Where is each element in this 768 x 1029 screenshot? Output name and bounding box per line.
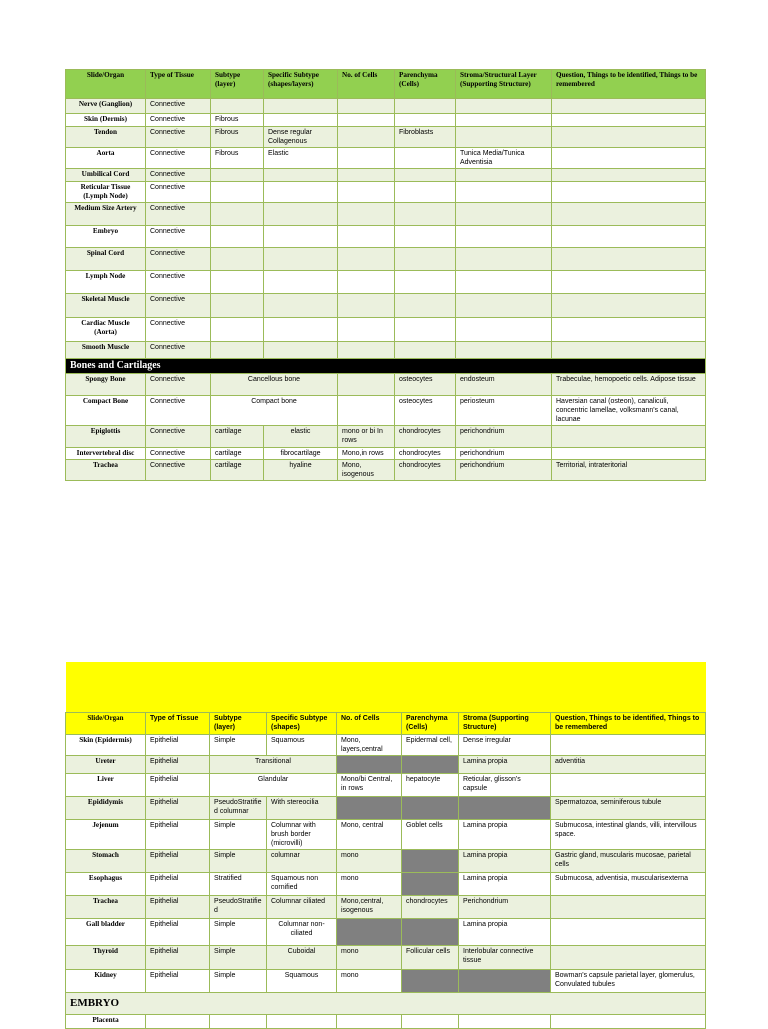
organ-name: Epididymis xyxy=(66,796,146,819)
no-of-cells xyxy=(338,342,395,359)
header-subtype: Subtype (layer) xyxy=(210,712,267,734)
tissue-type: Connective xyxy=(146,182,211,203)
organ-name: Reticular Tissue (Lymph Node) xyxy=(66,182,146,203)
no-of-cells xyxy=(338,182,395,203)
subtype xyxy=(210,1014,267,1028)
subtype xyxy=(211,182,264,203)
organ-name: Thyroid xyxy=(66,945,146,969)
header-parenchyma: Parenchyma (Cells) xyxy=(402,712,459,734)
no-of-cells xyxy=(338,318,395,342)
specific-subtype: Columnar ciliated xyxy=(267,895,337,918)
tissue-type: Epithelial xyxy=(146,895,210,918)
no-of-cells xyxy=(337,1014,402,1028)
stroma: perichondrium xyxy=(456,448,552,460)
specific-subtype: With stereocilia xyxy=(267,796,337,819)
organ-name: Spinal Cord xyxy=(66,248,146,271)
stroma: perichondrium xyxy=(456,460,552,481)
table-row xyxy=(66,819,706,849)
no-of-cells: Mono, isogenous xyxy=(338,460,395,481)
notes: Trabeculae, hemopoetic cells. Adipose tissue xyxy=(552,374,706,396)
specific-subtype: Columnar non-ciliated xyxy=(267,918,337,945)
header-type-of-tissue: Type of Tissue xyxy=(146,712,210,734)
tissue-type: Epithelial xyxy=(146,734,210,755)
parenchyma xyxy=(402,872,459,895)
table-row xyxy=(66,114,706,127)
organ-name: Compact Bone xyxy=(66,396,146,426)
parenchyma xyxy=(402,918,459,945)
stroma xyxy=(456,342,552,359)
specific-subtype: fibrocartilage xyxy=(264,448,338,460)
header-specific-subtype: Specific Subtype (shapes/layers) xyxy=(264,70,338,99)
parenchyma xyxy=(395,114,456,127)
parenchyma xyxy=(395,99,456,114)
stroma: Interlobular connective tissue xyxy=(459,945,551,969)
organ-name: Intervertebral disc xyxy=(66,448,146,460)
stroma xyxy=(456,127,552,148)
tissue-type: Connective xyxy=(146,169,211,182)
table-row xyxy=(66,182,706,203)
tissue-type: Epithelial xyxy=(146,872,210,895)
no-of-cells xyxy=(337,755,402,773)
tissue-type: Connective xyxy=(146,318,211,342)
stroma xyxy=(456,99,552,114)
no-of-cells: mono xyxy=(337,872,402,895)
specific-subtype xyxy=(264,114,338,127)
parenchyma: osteocytes xyxy=(395,374,456,396)
tissue-type: Connective xyxy=(146,294,211,318)
stroma: Lamina propia xyxy=(459,918,551,945)
notes xyxy=(552,114,706,127)
specific-subtype xyxy=(267,1014,337,1028)
no-of-cells xyxy=(338,271,395,294)
no-of-cells: Mono,in rows xyxy=(338,448,395,460)
no-of-cells xyxy=(338,203,395,226)
table-row xyxy=(66,203,706,226)
notes: adventitia xyxy=(551,755,706,773)
notes xyxy=(552,294,706,318)
notes xyxy=(552,271,706,294)
specific-subtype: Dense regular Collagenous xyxy=(264,127,338,148)
stroma: Perichondrium xyxy=(459,895,551,918)
specific-subtype xyxy=(264,271,338,294)
no-of-cells: mono or bi In rows xyxy=(338,426,395,448)
no-of-cells: Mono,central, isogenous xyxy=(337,895,402,918)
organ-name: Liver xyxy=(66,773,146,796)
organ-name: Trachea xyxy=(66,895,146,918)
stroma: Lamina propia xyxy=(459,872,551,895)
table-row xyxy=(66,271,706,294)
header-specific-subtype: Specific Subtype (shapes) xyxy=(267,712,337,734)
notes xyxy=(551,734,706,755)
stroma xyxy=(456,114,552,127)
tissue-type: Epithelial xyxy=(146,819,210,849)
specific-subtype xyxy=(264,226,338,248)
subtype: Simple xyxy=(210,819,267,849)
organ-name: Skin (Dermis) xyxy=(66,114,146,127)
notes: Spermatozoa, seminiferous tubule xyxy=(551,796,706,819)
subtype: cartilage xyxy=(211,426,264,448)
tissue-type: Epithelial xyxy=(146,918,210,945)
parenchyma xyxy=(402,969,459,992)
notes xyxy=(552,99,706,114)
notes xyxy=(552,127,706,148)
tissue-type: Epithelial xyxy=(146,755,210,773)
header-type-of-tissue: Type of Tissue xyxy=(146,70,211,99)
parenchyma xyxy=(395,294,456,318)
stroma: Lamina propia xyxy=(459,755,551,773)
table-row xyxy=(66,734,706,755)
parenchyma xyxy=(395,248,456,271)
header-stroma: Stroma/Structural Layer (Supporting Structure) xyxy=(456,70,552,99)
section-row xyxy=(66,992,706,1014)
parenchyma: Fibroblasts xyxy=(395,127,456,148)
notes: Haversian canal (osteon), canaliculi, concentric lamellae, volksmann's canal, lacunae xyxy=(552,396,706,426)
subtype xyxy=(211,248,264,271)
subtype: Stratified xyxy=(210,872,267,895)
stroma: Lamina propia xyxy=(459,819,551,849)
notes xyxy=(552,148,706,169)
parenchyma xyxy=(395,318,456,342)
notes xyxy=(551,945,706,969)
table-row xyxy=(66,127,706,148)
notes xyxy=(551,895,706,918)
no-of-cells xyxy=(338,294,395,318)
parenchyma xyxy=(395,148,456,169)
tissue-type: Connective xyxy=(146,203,211,226)
no-of-cells: Mono, central xyxy=(337,819,402,849)
subtype xyxy=(211,318,264,342)
table-row xyxy=(66,872,706,895)
stroma xyxy=(456,318,552,342)
stroma: Tunica Media/Tunica Adventisia xyxy=(456,148,552,169)
parenchyma xyxy=(395,203,456,226)
stroma xyxy=(459,796,551,819)
connective-tissue-table xyxy=(65,69,706,481)
stroma xyxy=(459,969,551,992)
stroma: Dense irregular xyxy=(459,734,551,755)
specific-subtype xyxy=(264,169,338,182)
stroma xyxy=(456,271,552,294)
no-of-cells xyxy=(337,796,402,819)
specific-subtype xyxy=(264,294,338,318)
table-row xyxy=(66,426,706,448)
tissue-type: Epithelial xyxy=(146,796,210,819)
tissue-type: Epithelial xyxy=(146,773,210,796)
specific-subtype: columnar xyxy=(267,849,337,872)
organ-name: Ureter xyxy=(66,755,146,773)
no-of-cells xyxy=(337,918,402,945)
stroma xyxy=(456,248,552,271)
stroma: perichondrium xyxy=(456,426,552,448)
tissue-type: Connective xyxy=(146,148,211,169)
subtype: Fibrous xyxy=(211,127,264,148)
organ-name: Skeletal Muscle xyxy=(66,294,146,318)
parenchyma xyxy=(402,849,459,872)
stroma: Lamina propia xyxy=(459,849,551,872)
organ-name: Aorta xyxy=(66,148,146,169)
no-of-cells xyxy=(338,169,395,182)
parenchyma xyxy=(395,182,456,203)
table-row xyxy=(66,755,706,773)
header-stroma: Stroma (Supporting Structure) xyxy=(459,712,551,734)
parenchyma: hepatocyte xyxy=(402,773,459,796)
stroma: endosteum xyxy=(456,374,552,396)
specific-subtype xyxy=(264,203,338,226)
header-parenchyma: Parenchyma (Cells) xyxy=(395,70,456,99)
parenchyma: Epidermal cell, xyxy=(402,734,459,755)
parenchyma: chondrocytes xyxy=(395,460,456,481)
stroma xyxy=(456,169,552,182)
parenchyma: osteocytes xyxy=(395,396,456,426)
specific-subtype xyxy=(264,342,338,359)
parenchyma: chondrocytes xyxy=(395,426,456,448)
header-no-of-cells: No. of Cells xyxy=(337,712,402,734)
notes xyxy=(552,318,706,342)
notes xyxy=(552,448,706,460)
parenchyma xyxy=(395,342,456,359)
table-row xyxy=(66,918,706,945)
notes xyxy=(551,918,706,945)
specific-subtype xyxy=(264,248,338,271)
organ-name: Smooth Muscle xyxy=(66,342,146,359)
stroma xyxy=(456,294,552,318)
subtype xyxy=(211,169,264,182)
stroma xyxy=(456,182,552,203)
organ-name: Nerve (Ganglion) xyxy=(66,99,146,114)
subtype: Glandular xyxy=(210,773,337,796)
notes: Submucosa, intestinal glands, villi, intervillous space. xyxy=(551,819,706,849)
stroma xyxy=(456,226,552,248)
specific-subtype: Squamous xyxy=(267,969,337,992)
notes xyxy=(551,1014,706,1028)
notes xyxy=(552,426,706,448)
parenchyma xyxy=(395,169,456,182)
notes xyxy=(552,342,706,359)
notes xyxy=(552,182,706,203)
table-row xyxy=(66,248,706,271)
yellow-banner-row xyxy=(66,662,706,712)
tissue-type: Connective xyxy=(146,114,211,127)
subtype: PseudoStratified columnar xyxy=(210,796,267,819)
organ-name: Jejenum xyxy=(66,819,146,849)
table-row xyxy=(66,169,706,182)
table-row xyxy=(66,895,706,918)
table-row xyxy=(66,396,706,426)
table-row xyxy=(66,460,706,481)
header-slide-organ: Slide/Organ xyxy=(66,70,146,99)
tissue-type: Connective xyxy=(146,426,211,448)
organ-name: Spongy Bone xyxy=(66,374,146,396)
tissue-type: Epithelial xyxy=(146,945,210,969)
tissue-type: Connective xyxy=(146,226,211,248)
subtype: cartilage xyxy=(211,460,264,481)
tissue-type: Connective xyxy=(146,99,211,114)
parenchyma xyxy=(402,1014,459,1028)
tissue-type: Epithelial xyxy=(146,849,210,872)
subtype: Simple xyxy=(210,734,267,755)
no-of-cells xyxy=(338,127,395,148)
organ-name: Lymph Node xyxy=(66,271,146,294)
epithelial-tissue-table xyxy=(65,662,706,1029)
specific-subtype: hyaline xyxy=(264,460,338,481)
organ-name: Tendon xyxy=(66,127,146,148)
parenchyma xyxy=(395,226,456,248)
no-of-cells xyxy=(338,248,395,271)
header-subtype: Subtype (layer) xyxy=(211,70,264,99)
notes: Territorial, intrateritorial xyxy=(552,460,706,481)
specific-subtype xyxy=(264,99,338,114)
table-header-row xyxy=(66,70,706,99)
table-row xyxy=(66,796,706,819)
no-of-cells xyxy=(338,114,395,127)
table-row xyxy=(66,1014,706,1028)
section-title-embryo: EMBRYO xyxy=(66,992,706,1014)
organ-name: Gall bladder xyxy=(66,918,146,945)
notes xyxy=(552,248,706,271)
tissue-type: Connective xyxy=(146,271,211,294)
section-row xyxy=(66,359,706,374)
parenchyma xyxy=(402,796,459,819)
no-of-cells xyxy=(338,226,395,248)
organ-name: Umbilical Cord xyxy=(66,169,146,182)
yellow-banner xyxy=(66,662,706,712)
subtype xyxy=(211,271,264,294)
no-of-cells xyxy=(338,396,395,426)
specific-subtype: Cuboidal xyxy=(267,945,337,969)
specific-subtype: Squamous non cornified xyxy=(267,872,337,895)
table-row xyxy=(66,99,706,114)
header-slide-organ: Slide/Organ xyxy=(66,712,146,734)
notes xyxy=(552,169,706,182)
subtype: Transitional xyxy=(210,755,337,773)
organ-name: Trachea xyxy=(66,460,146,481)
specific-subtype xyxy=(264,318,338,342)
tissue-type: Epithelial xyxy=(146,969,210,992)
no-of-cells xyxy=(338,99,395,114)
tissue-type: Connective xyxy=(146,248,211,271)
no-of-cells: mono xyxy=(337,945,402,969)
parenchyma xyxy=(395,271,456,294)
section-title-bones-cartilages: Bones and Cartilages xyxy=(66,359,706,374)
organ-name: Placenta xyxy=(66,1014,146,1028)
specific-subtype: Columnar with brush border (microvilli) xyxy=(267,819,337,849)
subtype: Simple xyxy=(210,918,267,945)
specific-subtype: Squamous xyxy=(267,734,337,755)
subtype: Fibrous xyxy=(211,114,264,127)
table-row xyxy=(66,226,706,248)
parenchyma xyxy=(402,755,459,773)
notes: Submucosa, adventisia, muscularisexterna xyxy=(551,872,706,895)
subtype: Fibrous xyxy=(211,148,264,169)
subtype xyxy=(211,226,264,248)
subtype xyxy=(211,99,264,114)
tissue-type: Connective xyxy=(146,396,211,426)
subtype: PseudoStratified xyxy=(210,895,267,918)
parenchyma: Goblet cells xyxy=(402,819,459,849)
no-of-cells xyxy=(338,374,395,396)
notes xyxy=(552,203,706,226)
stroma: periosteum xyxy=(456,396,552,426)
header-questions: Question, Things to be identified, Things to be remembered xyxy=(551,712,706,734)
tissue-type xyxy=(146,1014,210,1028)
notes: Gastric gland, muscularis mucosae, parietal cells xyxy=(551,849,706,872)
tissue-type: Connective xyxy=(146,448,211,460)
stroma: Reticular, glisson's capsule xyxy=(459,773,551,796)
subtype: Simple xyxy=(210,945,267,969)
subtype: Cancellous bone xyxy=(211,374,338,396)
organ-name: Esophagus xyxy=(66,872,146,895)
notes: Bowman's capsule parietal layer, glomerulus, Convulated tubules xyxy=(551,969,706,992)
table-row xyxy=(66,945,706,969)
no-of-cells xyxy=(338,148,395,169)
specific-subtype: Elastic xyxy=(264,148,338,169)
table-row xyxy=(66,849,706,872)
tissue-type: Connective xyxy=(146,127,211,148)
subtype xyxy=(211,203,264,226)
specific-subtype: elastic xyxy=(264,426,338,448)
table-row xyxy=(66,969,706,992)
table-row xyxy=(66,374,706,396)
parenchyma: chondrocytes xyxy=(395,448,456,460)
subtype xyxy=(211,342,264,359)
subtype: Compact bone xyxy=(211,396,338,426)
organ-name: Kidney xyxy=(66,969,146,992)
organ-name: Medium Size Artery xyxy=(66,203,146,226)
organ-name: Cardiac Muscle (Aorta) xyxy=(66,318,146,342)
organ-name: Epiglottis xyxy=(66,426,146,448)
table-row xyxy=(66,294,706,318)
stroma xyxy=(456,203,552,226)
table-row xyxy=(66,318,706,342)
subtype: cartilage xyxy=(211,448,264,460)
no-of-cells: mono xyxy=(337,849,402,872)
header-questions: Question, Things to be identified, Things to be remembered xyxy=(552,70,706,99)
parenchyma: chondrocytes xyxy=(402,895,459,918)
subtype: Simple xyxy=(210,849,267,872)
no-of-cells: mono xyxy=(337,969,402,992)
no-of-cells: Mono/bi Central, in rows xyxy=(337,773,402,796)
table-header-row xyxy=(66,712,706,734)
connective-tissue-table-body xyxy=(66,70,706,481)
table-row xyxy=(66,342,706,359)
stroma xyxy=(459,1014,551,1028)
subtype xyxy=(211,294,264,318)
notes xyxy=(552,226,706,248)
table-row xyxy=(66,148,706,169)
header-no-of-cells: No. of Cells xyxy=(338,70,395,99)
tissue-type: Connective xyxy=(146,460,211,481)
tissue-type: Connective xyxy=(146,342,211,359)
tissue-type: Connective xyxy=(146,374,211,396)
parenchyma: Follicular cells xyxy=(402,945,459,969)
table-row xyxy=(66,773,706,796)
organ-name: Embryo xyxy=(66,226,146,248)
table-row xyxy=(66,448,706,460)
subtype: Simple xyxy=(210,969,267,992)
organ-name: Skin (Epidermis) xyxy=(66,734,146,755)
specific-subtype xyxy=(264,182,338,203)
organ-name: Stomach xyxy=(66,849,146,872)
no-of-cells: Mono, layers,central xyxy=(337,734,402,755)
notes xyxy=(551,773,706,796)
